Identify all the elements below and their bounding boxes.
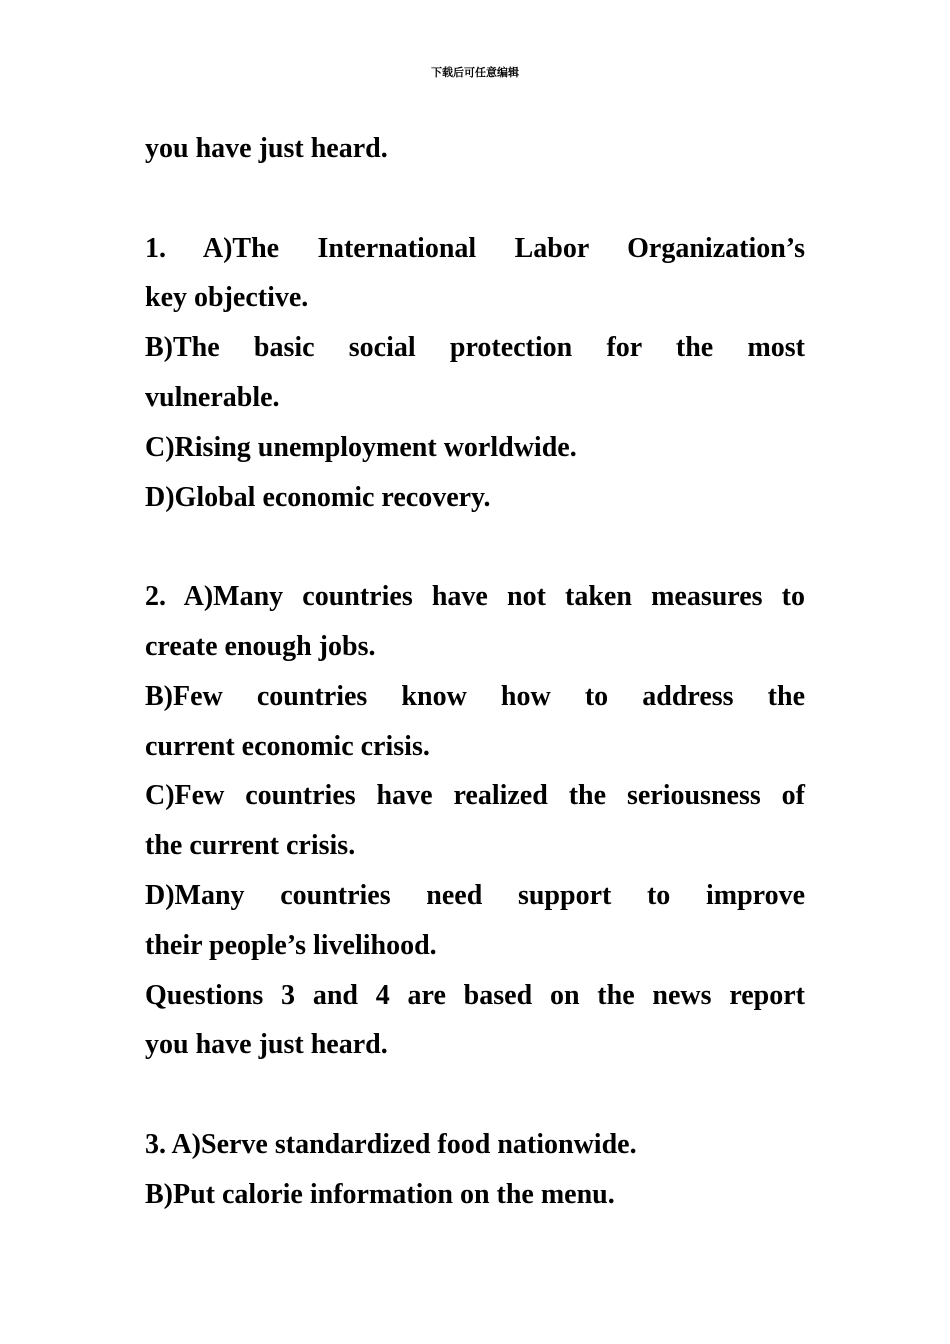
text-line: Questions 3 and 4 are based on the news report [145, 979, 805, 1011]
text-line: current economic crisis. [145, 730, 430, 762]
text-line: C)Rising unemployment worldwide. [145, 431, 577, 463]
text-line: B)Put calorie information on the menu. [145, 1178, 615, 1210]
blank-line [145, 174, 805, 224]
text-line: vulnerable. [145, 381, 280, 413]
text-line: their people’s livelihood. [145, 929, 437, 961]
text-line: B)The basic social protection for the most [145, 332, 805, 364]
document-body [145, 124, 805, 1220]
text-line: you have just heard. [145, 1029, 388, 1061]
text-line: 1. A)The International Labor Organization’s [145, 232, 805, 264]
text-line: D)Many countries need support to improve [145, 879, 805, 911]
text-line: B)Few countries know how to address the [145, 680, 805, 712]
text-line: D)Global economic recovery. [145, 481, 491, 513]
text-line: 3. A)Serve standardized food nationwide. [145, 1128, 637, 1160]
text-line: you have just heard. [145, 133, 388, 164]
text-line: the current crisis. [145, 830, 356, 862]
page-header: 下载后可任意编辑 [431, 66, 519, 79]
text-line: key objective. [145, 282, 309, 314]
text-line: C)Few countries have realized the seriousness of [145, 780, 805, 812]
text-line: 2. A)Many countries have not taken measures to [145, 581, 805, 613]
blank-line [145, 522, 805, 572]
blank-line [145, 1070, 805, 1120]
text-line: create enough jobs. [145, 630, 376, 662]
